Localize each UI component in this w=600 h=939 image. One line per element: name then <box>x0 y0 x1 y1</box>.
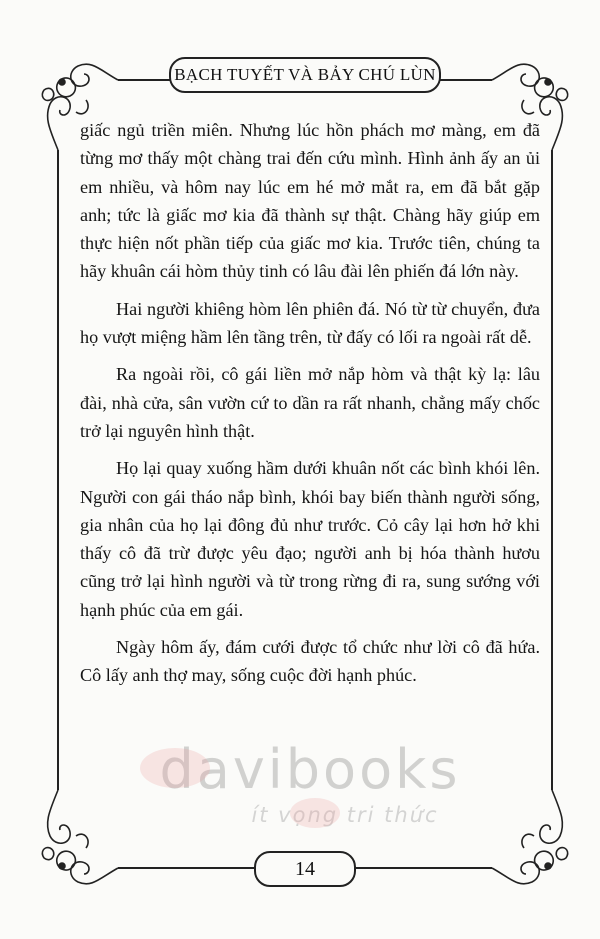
paragraph: Họ lại quay xuống hầm dưới khuân nốt các bình khói lên. Người con gái tháo nắp bình, khói bay biến thành người sống, gia nhân của họ lại đông đủ như trước. Cỏ cây lại hơn hở khi thấy cô đã trừ được yêu đạo; người anh bị hóa thành hươu cũng trở lại hình người và từ trong rừng đi ra, sung sướng với hạnh phúc của em gái. <box>80 458 540 620</box>
corner-flourish-bottom-right <box>492 790 568 884</box>
paragraph: Hai người khiêng hòm lên phiên đá. Nó từ từ chuyển, đưa họ vượt miệng hầm lên tầng trên, từ đấy có lối ra ngoài rất dễ. <box>80 298 540 348</box>
paragraph: Ngày hôm ấy, đám cưới được tổ chức như lời cô đã hứa. Cô lấy anh thợ may, sống cuộc đời hạnh phúc. <box>80 637 540 686</box>
watermark-tagline: ít vọng tri thức <box>251 803 439 827</box>
corner-flourish-bottom-left <box>42 790 118 884</box>
running-header-title: BẠCH TUYẾT VÀ BẢY CHÚ LÙN <box>174 65 436 84</box>
watermark-brand: davibooks <box>159 738 461 801</box>
page-number: 14 <box>295 858 315 880</box>
paragraph: Ra ngoài rồi, cô gái liền mở nắp hòm và thật kỳ lạ: lâu đài, nhà cửa, sân vườn cứ to dần ra rất nhanh, chẳng mấy chốc trở lại nguyên hình thật. <box>80 364 540 441</box>
page-body-text <box>80 116 540 699</box>
paragraph: giấc ngủ triền miên. Nhưng lúc hồn phách mơ màng, em đã từng mơ thấy một chàng trai đến cứu mình. Hình ảnh ấy an ủi em nhiều, và hôm nay lúc em hé mở mắt ra, em đã bắt gặp anh; tức là giấc mơ kia đã thành sự thật. Chàng hãy giúp em thực hiện nốt phần tiếp của giấc mơ kia. Trước tiên, chúng ta hãy khuân cái hòm thủy tinh có lâu đài lên phiến đá lớn này. <box>80 120 540 282</box>
